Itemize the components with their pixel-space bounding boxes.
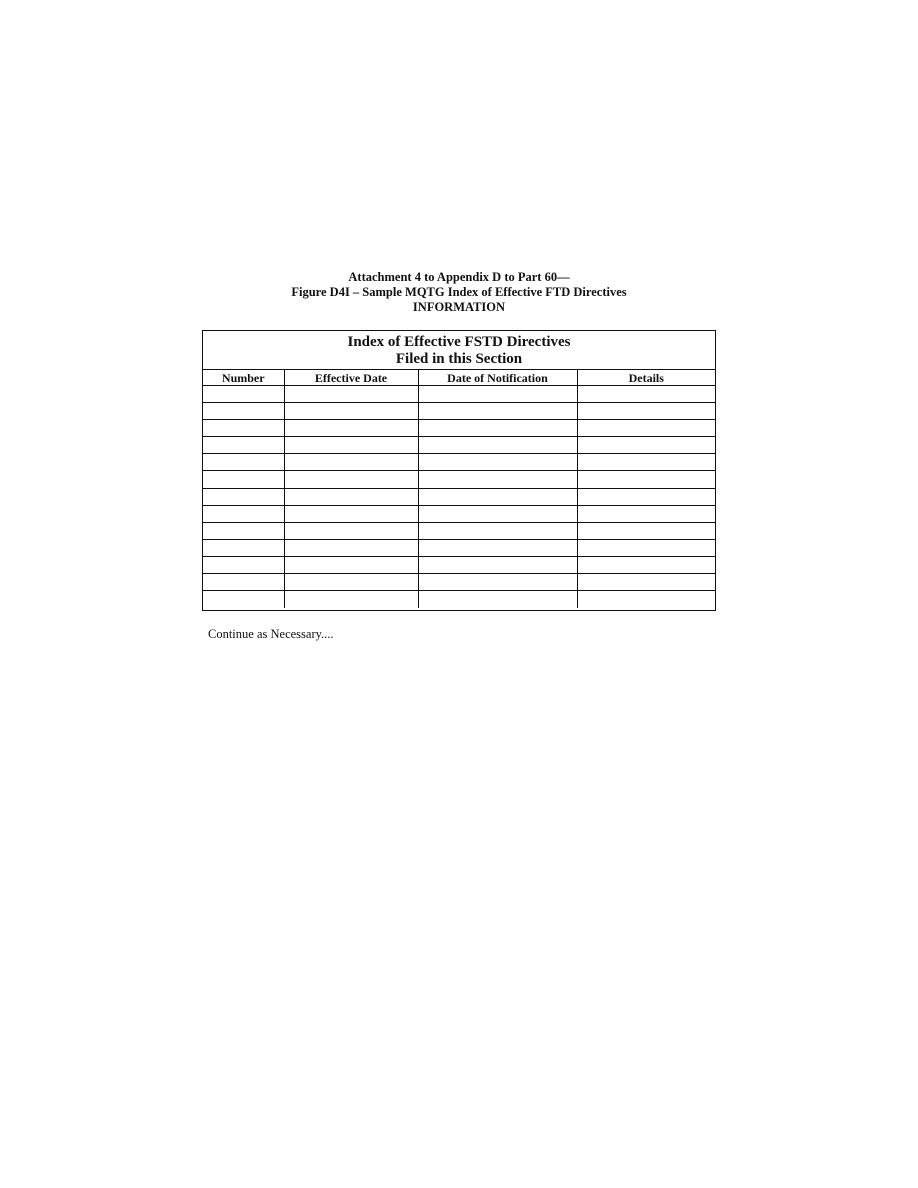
table-cell[interactable]: [284, 539, 418, 556]
form-title-line1: Index of Effective FSTD Directives: [347, 334, 571, 350]
table-cell[interactable]: [284, 420, 418, 437]
table-row: [203, 437, 715, 454]
table-cell[interactable]: [203, 574, 284, 591]
table-cell[interactable]: [577, 420, 715, 437]
table-cell[interactable]: [418, 522, 577, 539]
table-cell[interactable]: [203, 522, 284, 539]
table-cell[interactable]: [203, 454, 284, 471]
table-cell[interactable]: [418, 591, 577, 608]
table-cell[interactable]: [577, 556, 715, 573]
table-cell[interactable]: [418, 488, 577, 505]
table-cell[interactable]: [577, 454, 715, 471]
table-cell[interactable]: [203, 488, 284, 505]
heading-information-line: INFORMATION: [412, 300, 506, 314]
table-header-row: [203, 370, 715, 386]
table-cell[interactable]: [284, 454, 418, 471]
column-header-number: Number: [203, 370, 284, 386]
table-cell[interactable]: [577, 591, 715, 608]
table-cell[interactable]: [203, 403, 284, 420]
table-row: [203, 591, 715, 608]
table-cell[interactable]: [284, 505, 418, 522]
table-cell[interactable]: [203, 556, 284, 573]
table-cell[interactable]: [418, 471, 577, 488]
form-title-line2: Filed in this Section: [395, 351, 523, 367]
table-cell[interactable]: [284, 403, 418, 420]
column-header-effective-date: Effective Date: [284, 370, 418, 386]
table-cell[interactable]: [577, 471, 715, 488]
table-row: [203, 420, 715, 437]
table-cell[interactable]: [418, 574, 577, 591]
form-title: [203, 331, 715, 369]
table-cell[interactable]: [203, 591, 284, 608]
table-row: [203, 471, 715, 488]
table-row: [203, 403, 715, 420]
table-cell[interactable]: [418, 437, 577, 454]
table-cell[interactable]: [203, 437, 284, 454]
table-cell[interactable]: [577, 386, 715, 403]
table-row: [203, 386, 715, 403]
table-cell[interactable]: [203, 471, 284, 488]
table-cell[interactable]: [203, 420, 284, 437]
table-cell[interactable]: [418, 539, 577, 556]
table-cell[interactable]: [203, 505, 284, 522]
table-row: [203, 556, 715, 573]
table-row: [203, 522, 715, 539]
table-cell[interactable]: [577, 539, 715, 556]
directives-index-form: [202, 330, 716, 611]
table-row: [203, 505, 715, 522]
table-cell[interactable]: [284, 437, 418, 454]
table-cell[interactable]: [418, 403, 577, 420]
table-cell[interactable]: [284, 488, 418, 505]
table-cell[interactable]: [284, 522, 418, 539]
table-cell[interactable]: [284, 386, 418, 403]
table-cell[interactable]: [203, 386, 284, 403]
table-cell[interactable]: [284, 591, 418, 608]
table-cell[interactable]: [577, 522, 715, 539]
table-cell[interactable]: [418, 386, 577, 403]
document-heading: [0, 270, 918, 315]
table-cell[interactable]: [203, 539, 284, 556]
directives-table: [203, 369, 715, 608]
table-cell[interactable]: [577, 488, 715, 505]
column-header-details: Details: [577, 370, 715, 386]
heading-attachment-line: Attachment 4 to Appendix D to Part 60—: [348, 270, 570, 284]
table-cell[interactable]: [284, 574, 418, 591]
table-cell[interactable]: [577, 437, 715, 454]
table-cell[interactable]: [284, 471, 418, 488]
table-row: [203, 488, 715, 505]
table-cell[interactable]: [418, 556, 577, 573]
heading-figure-line: Figure D4I – Sample MQTG Index of Effective FTD Directives: [291, 285, 627, 299]
table-row: [203, 454, 715, 471]
table-row: [203, 574, 715, 591]
table-cell[interactable]: [577, 574, 715, 591]
table-cell[interactable]: [577, 403, 715, 420]
table-cell[interactable]: [418, 454, 577, 471]
column-header-date-of-notification: Date of Notification: [418, 370, 577, 386]
table-cell[interactable]: [418, 420, 577, 437]
continue-note: Continue as Necessary....: [208, 627, 334, 641]
table-cell[interactable]: [284, 556, 418, 573]
table-body: [203, 386, 715, 608]
table-cell[interactable]: [577, 505, 715, 522]
table-cell[interactable]: [418, 505, 577, 522]
table-row: [203, 539, 715, 556]
